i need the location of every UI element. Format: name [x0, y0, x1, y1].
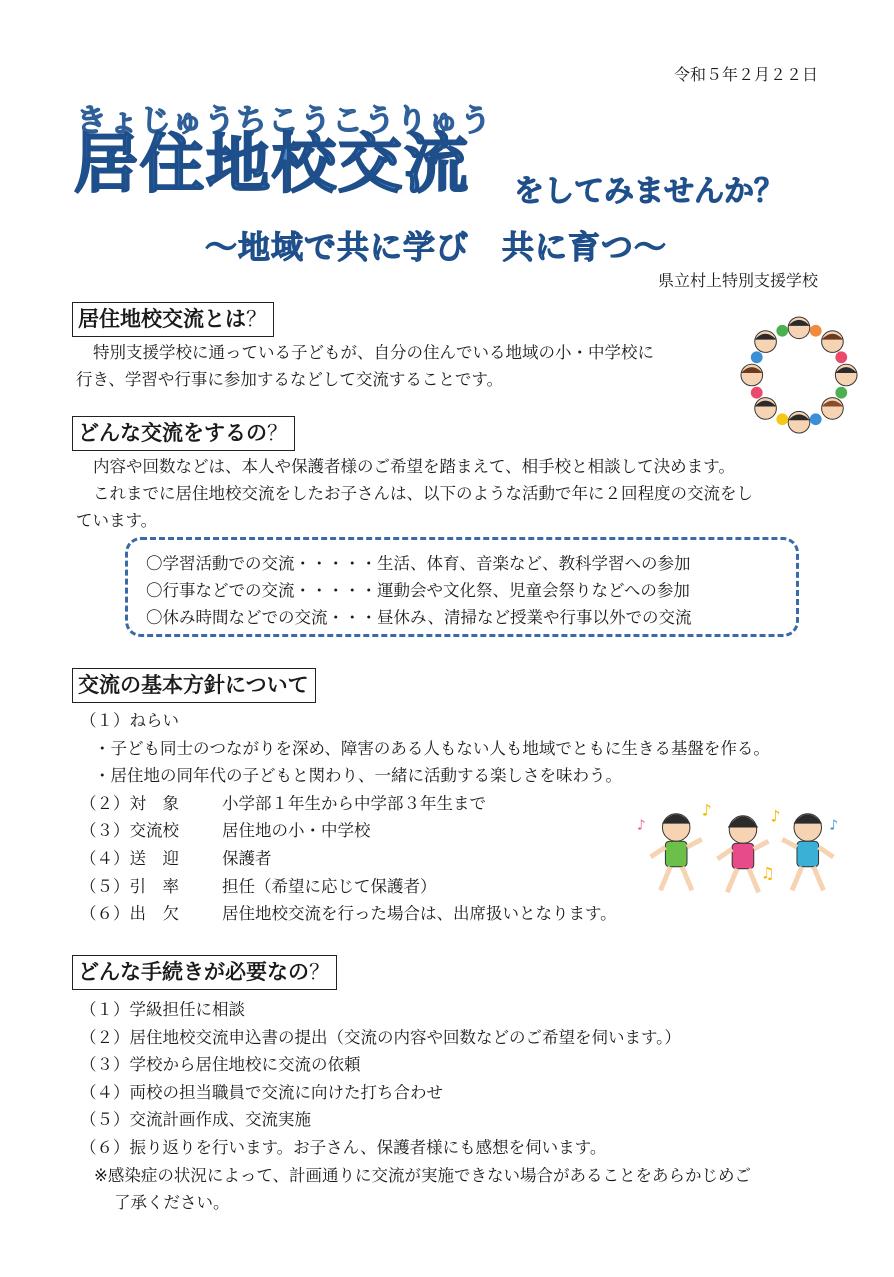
- item-label: （４）送 迎: [80, 848, 179, 868]
- heading-text: どんな手続きが必要なの: [78, 960, 309, 984]
- body-line: 行き、学習や行事に参加するなどして交流することです。: [76, 370, 504, 389]
- item-label: （３）交流校: [80, 821, 179, 841]
- item-value: 居住地校交流を行った場合は、出席扱いとなります。: [222, 904, 617, 924]
- activity-line: 〇休み時間などでの交流・・・昼休み、清掃など授業や行事以外での交流: [146, 608, 692, 627]
- section-heading-what-is: [72, 302, 274, 337]
- dancing-children-illustration: [632, 800, 850, 908]
- svg-text:♫: ♫: [760, 863, 775, 883]
- heading-text: 交流の基本方針について: [78, 673, 309, 697]
- title-furigana: きょじゅうちこうこうりゅう: [76, 103, 492, 139]
- aim-bullet: ・居住地の同年代の子どもと関わり、一緒に活動する楽しさを味わう。: [94, 766, 622, 786]
- page-subtitle: ～地域で共に学び 共に育つ～: [205, 228, 668, 266]
- section-heading-procedure: [72, 955, 337, 990]
- item-value: 小学部１年生から中学部３年生まで: [222, 793, 486, 813]
- date: 令和５年２月２２日: [673, 65, 818, 84]
- body-line: ています。: [76, 511, 158, 530]
- item-value: 担任（希望に応じて保護者）: [222, 876, 437, 896]
- heading-text: 居住地校交流とは: [78, 307, 246, 331]
- section1-body: [76, 339, 836, 393]
- item-label: （５）引 率: [80, 876, 179, 896]
- activity-line: 〇学習活動での交流・・・・・生活、体育、音楽など、教科学習への参加: [146, 554, 691, 573]
- question-mark: ？: [309, 960, 330, 984]
- item-label: （２）対 象: [80, 793, 179, 813]
- body-line: これまでに居住地校交流をしたお子さんは、以下のような活動で年に２回程度の交流をし: [93, 484, 753, 503]
- aim-label: （１）ねらい: [80, 711, 179, 730]
- procedure-step: （１）学級担任に相談: [80, 1000, 245, 1019]
- note-line: ※感染症の状況によって、計画通りに交流が実施できない場合があることをあらかじめご: [94, 1165, 751, 1185]
- child-figure: [651, 814, 702, 891]
- section-heading-policy: [72, 668, 316, 703]
- child-face-icon: [741, 317, 857, 433]
- child-figure: [782, 814, 833, 891]
- procedure-step: （２）居住地校交流申込書の提出（交流の内容や回数などのご希望を伺います。）: [80, 1027, 681, 1047]
- section-heading-what-exchange: [72, 416, 295, 451]
- activity-line: 〇行事などでの交流・・・・・運動会や文化祭、児童会祭りなどへの参加: [146, 581, 690, 600]
- body-line: 特別支援学校に通っている子どもが、自分の住んでいる地域の小・中学校に: [93, 343, 654, 362]
- section2-body: [76, 453, 836, 534]
- question-mark: ？: [267, 421, 288, 445]
- item-value: 居住地の小・中学校: [222, 821, 371, 841]
- page-title: 居住地校交流: [74, 128, 470, 202]
- svg-text:♪: ♪: [829, 817, 839, 834]
- activity-box: [125, 537, 799, 637]
- page-title-tail: をしてみませんか？: [514, 174, 784, 209]
- item-label: （６）出 欠: [80, 904, 179, 924]
- heading-text: どんな交流をするの: [78, 421, 267, 445]
- children-circle-illustration: [740, 316, 858, 434]
- procedure-step: （３）学校から居住地校に交流の依頼: [80, 1055, 361, 1075]
- note-line: 了承ください。: [114, 1193, 230, 1213]
- svg-text:♪: ♪: [701, 800, 712, 820]
- body-line: 内容や回数などは、本人や保護者様のご希望を踏まえて、相手校と相談して決めます。: [93, 457, 735, 476]
- svg-text:♪: ♪: [636, 817, 646, 834]
- school-name: 県立村上特別支援学校: [657, 271, 818, 290]
- svg-text:♪: ♪: [770, 806, 781, 826]
- procedure-step: （６）振り返りを行います。お子さん、保護者様にも感想を伺います。: [80, 1137, 607, 1157]
- procedure-step: （４）両校の担当職員で交流に向けた打ち合わせ: [80, 1082, 443, 1102]
- item-value: 保護者: [222, 848, 272, 868]
- procedure-list: [80, 996, 751, 1217]
- procedure-step: （５）交流計画作成、交流実施: [80, 1110, 311, 1130]
- aim-bullet: ・子ども同士のつながりを深め、障害のある人もない人も地域でともに生きる基盤を作る。: [94, 738, 770, 758]
- question-mark: ？: [246, 307, 267, 331]
